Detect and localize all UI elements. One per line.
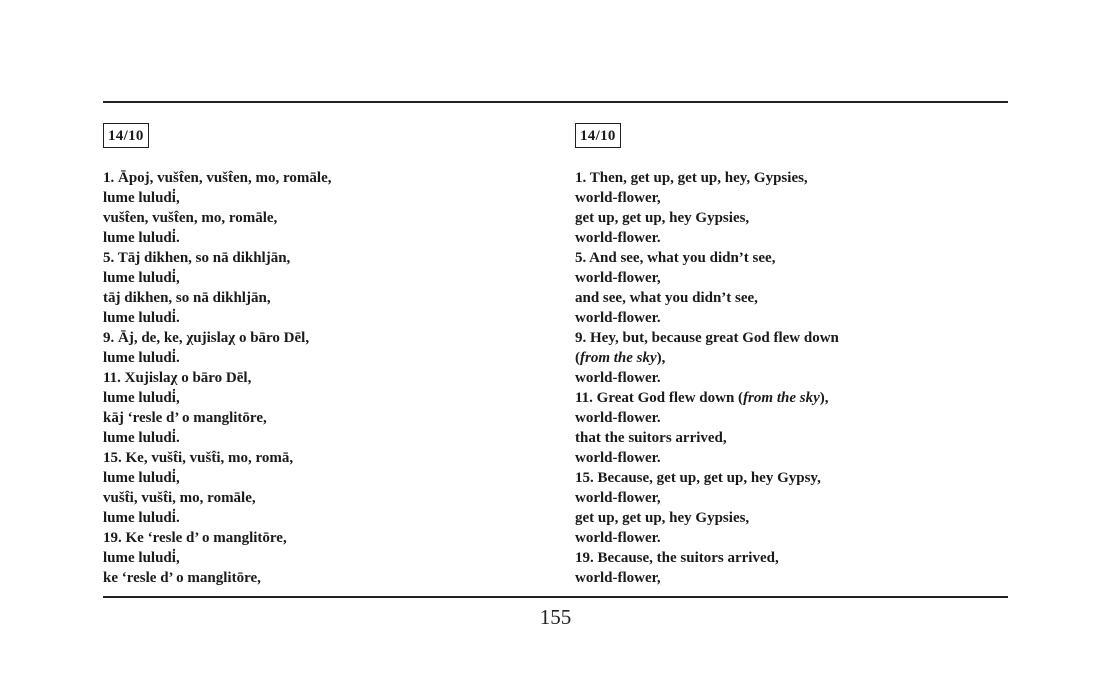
verse-text: 19. Because, the suitors arrived, bbox=[575, 550, 779, 566]
verse-line bbox=[575, 308, 995, 328]
romani-verse-lines bbox=[103, 168, 523, 588]
verse-line bbox=[575, 568, 995, 588]
verse-line bbox=[575, 188, 995, 208]
verse-line bbox=[575, 328, 995, 348]
verse-line: lume luludi̇. bbox=[103, 430, 180, 446]
page-number: 155 bbox=[539, 605, 572, 629]
verse-text: world-flower, bbox=[575, 270, 661, 286]
verse-line: vušt̂i, vušt̂i, mo, romāle, bbox=[103, 490, 256, 506]
verse-line: lume luludi̇, bbox=[103, 270, 180, 286]
verse-text: 15. Because, get up, get up, hey Gypsy, bbox=[575, 470, 821, 486]
verse-italic-text: from the sky bbox=[743, 390, 820, 406]
verse-line bbox=[575, 388, 995, 408]
verse-line bbox=[575, 508, 995, 528]
verse-text: and see, what you didn’t see, bbox=[575, 290, 758, 306]
verse-text: that the suitors arrived, bbox=[575, 430, 727, 446]
verse-line bbox=[575, 408, 995, 428]
verse-line: lume luludi̇, bbox=[103, 390, 180, 406]
verse-line bbox=[575, 428, 995, 448]
verse-line: 9. Āj, de, ke, χujislaχ o bāro Dēl, bbox=[103, 330, 310, 346]
verse-text: world-flower, bbox=[575, 190, 661, 206]
verse-text: 9. Hey, but, because great God flew down bbox=[575, 330, 839, 346]
verse-line: lume luludi̇, bbox=[103, 550, 180, 566]
verse-line: 15. Ke, vušt̂i, vušt̂i, mo, romā, bbox=[103, 450, 294, 466]
verse-text: get up, get up, hey Gypsies, bbox=[575, 510, 750, 526]
verse-italic-text: from the sky bbox=[580, 350, 657, 366]
top-rule bbox=[103, 101, 1008, 103]
verse-line: kāj ‘resle d’ o manglitōre, bbox=[103, 410, 267, 426]
verse-line: ke ‘resle d’ o manglitōre, bbox=[103, 570, 261, 586]
verse-text: 1. Then, get up, get up, hey, Gypsies, bbox=[575, 170, 808, 186]
english-verse-lines bbox=[575, 168, 995, 588]
verse-line bbox=[575, 268, 995, 288]
verse-line: tāj dikhen, so nā dikhljān, bbox=[103, 290, 271, 306]
verse-line: lume luludi̇, bbox=[103, 470, 180, 486]
verse-line bbox=[575, 228, 995, 248]
song-number-box: 14/10 bbox=[575, 123, 621, 148]
verse-line bbox=[575, 288, 995, 308]
verse-line bbox=[575, 488, 995, 508]
verse-line: vušt̂en, vušt̂en, mo, romāle, bbox=[103, 210, 278, 226]
romani-text-column bbox=[103, 123, 523, 588]
verse-line: 1. Āpoj, vušt̂en, vušt̂en, mo, romāle, bbox=[103, 170, 332, 186]
verse-text: world-flower. bbox=[575, 310, 661, 326]
verse-text: ), bbox=[656, 350, 666, 366]
verse-line bbox=[575, 468, 995, 488]
verse-text: world-flower, bbox=[575, 490, 661, 506]
verse-line: lume luludi̇. bbox=[103, 310, 180, 326]
verse-line: lume luludi̇, bbox=[103, 190, 180, 206]
verse-line bbox=[575, 168, 995, 188]
verse-line: lume luludi̇. bbox=[103, 230, 180, 246]
verse-line: lume luludi̇. bbox=[103, 510, 180, 526]
song-number-box: 14/10 bbox=[103, 123, 149, 148]
verse-text: get up, get up, hey Gypsies, bbox=[575, 210, 750, 226]
verse-line: lume luludi̇. bbox=[103, 350, 180, 366]
verse-text: ( bbox=[575, 350, 580, 366]
verse-line: 5. Tāj dikhen, so nā dikhljān, bbox=[103, 250, 291, 266]
verse-line bbox=[575, 248, 995, 268]
verse-line: 19. Ke ‘resle d’ o manglitōre, bbox=[103, 530, 287, 546]
verse-line bbox=[575, 528, 995, 548]
english-translation-column bbox=[575, 123, 995, 588]
verse-text: ), bbox=[819, 390, 829, 406]
verse-text: world-flower. bbox=[575, 530, 661, 546]
verse-text: 5. And see, what you didn’t see, bbox=[575, 250, 776, 266]
verse-text: world-flower. bbox=[575, 370, 661, 386]
verse-text: world-flower. bbox=[575, 450, 661, 466]
verse-text: world-flower. bbox=[575, 410, 661, 426]
verse-line bbox=[575, 368, 995, 388]
verse-text: 11. Great God flew down ( bbox=[575, 390, 744, 406]
verse-line: 11. Xujislaχ o bāro Dēl, bbox=[103, 370, 252, 386]
verse-line bbox=[575, 548, 995, 568]
verse-line bbox=[575, 208, 995, 228]
verse-line bbox=[575, 348, 995, 368]
verse-line bbox=[575, 448, 995, 468]
verse-text: world-flower, bbox=[575, 570, 661, 586]
verse-text: world-flower. bbox=[575, 230, 661, 246]
bottom-rule bbox=[103, 596, 1008, 598]
